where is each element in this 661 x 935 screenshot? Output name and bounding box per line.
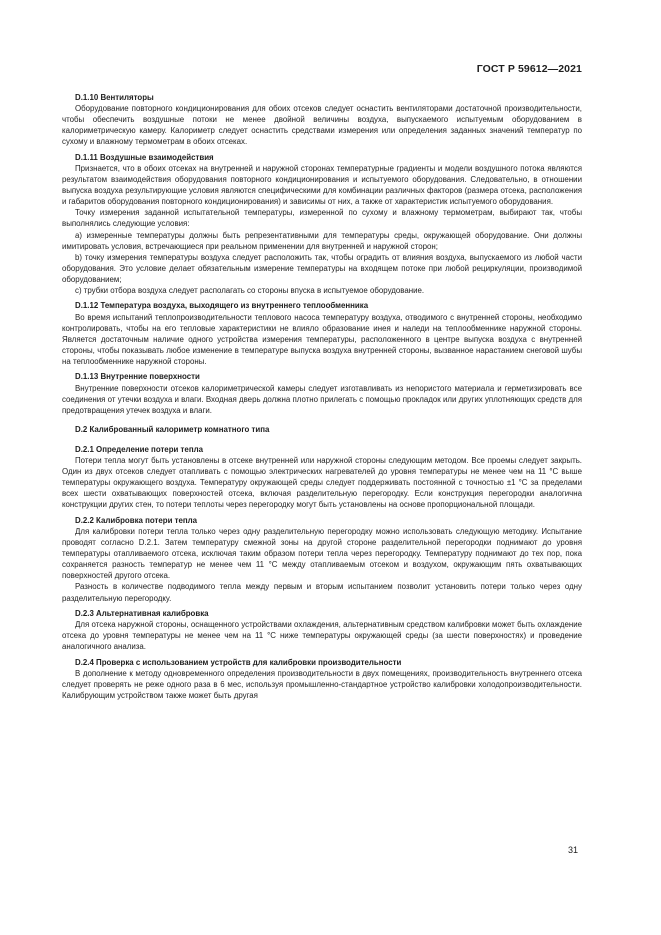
paragraph: Для калибровки потери тепла только через одну разделительную перегородку можно использовать следующую методику. Испытание проводят согласно D.2.1. Затем температуру смежной зоны на другой стороне разделительной перегородки поднимают до уровня температуры отапливаемого отсека, исключая таким образом потери тепла через перегородку. Температуру поднимают до тех пор, пока сохраняется разность температур не менее чем 11 °С между отапливаемым отсеком и воздухом, окружающим пять охватывающих поверхностей другого отсека. xyxy=(62,526,582,581)
document-body xyxy=(62,92,582,701)
section-spacer xyxy=(62,435,582,444)
standard-number: ГОСТ Р 59612—2021 xyxy=(476,63,582,75)
page-number: 31 xyxy=(567,845,578,855)
paragraph: Во время испытаний теплопроизводительности теплового насоса температуру воздуха, отводимого с внутренней стороны, необходимо контролировать, чтобы на его тепловые характеристики не влияло образование инея и наледи на теплообменнике наружной стороны. Является достаточным наличие одного устройства измерения температуры, расположенного в центре выпуска воздуха с внутренней стороны, чтобы показывать любое изменение в температуре выпуска воздуха внутренней стороны, вызванное нарастанием снеговой шубы на теплообменнике наружной стороны. xyxy=(62,312,582,366)
section-heading: D.1.13 Внутренние поверхности xyxy=(75,372,200,382)
section-heading: D.1.11 Воздушные взаимодействия xyxy=(75,152,214,162)
paragraph: Оборудование повторного кондиционирования для обоих отсеков следует оснастить вентиляторами достаточной производительности, чтобы обеспечить воздушные потоки не менее двойной величины воздуха, выпускаемого испытуемым оборудованием в калориметрическую камеру. Калориметр следует оснастить средствами измерения или определения заданных значений температур по сухому и влажному термометрам в обоих отсеках. xyxy=(62,104,582,147)
section-heading: D.2 Калиброванный калориметр комнатного типа xyxy=(75,425,270,435)
paragraph: Точку измерения заданной испытательной температуры, измеренной по сухому и влажному термометрам, выбирают так, чтобы выполнялись следующие условия: xyxy=(62,208,582,229)
paragraph: b) точку измерения температуры воздуха следует расположить так, чтобы оградить от влияния воздуха, выпускаемого из любой части оборудования. Это условие делает обязательным измерение температуры на входящем потоке при любой рециркуляции, производимой оборудованием; xyxy=(62,252,582,284)
section-heading: D.2.4 Проверка с использованием устройств для калибровки производительности xyxy=(75,657,402,667)
paragraph: Признается, что в обоих отсеках на внутренней и наружной сторонах температурные градиенты и модели воздушного потока являются результатом взаимодействия оборудования повторного кондиционирования и испытуемого оборудования. Следовательно, в отношении выпуска воздуха результирующие условия являются специфическими для комбинации различных факторов (размера отсека, расположения и габаритов оборудования повторного кондиционирования) и зависимы от них, а также от характеристик испытуемого оборудования. xyxy=(62,163,582,207)
paragraph: Разность в количестве подводимого тепла между первым и вторым испытанием позволит установить потери только через одну разделительную перегородку. xyxy=(62,582,582,603)
section-heading: D.2.1 Определение потери тепла xyxy=(75,444,203,454)
paragraph: а) измеренные температуры должны быть репрезентативными для температуры среды, окружающей оборудование. Они должны имитировать условия, встречающиеся при реальном применении для внутренней и наружной сторон; xyxy=(62,230,582,251)
section-heading: D.1.12 Температура воздуха, выходящего из внутреннего теплообменника xyxy=(75,301,369,311)
section-heading: D.2.2 Калибровка потери тепла xyxy=(75,515,198,525)
paragraph: В дополнение к методу одновременного определения производительности в двух помещениях, производительность внутреннего отсека следует проверять не реже одного раза в 6 мес, используя промышленно-стандартное устройство калибровки холодопроизводительности. Калибрующим устройством также может быть другая xyxy=(62,668,582,701)
paragraph: Для отсека наружной стороны, оснащенного устройствами охлаждения, альтернативным средством калибровки может быть охлаждение отсека до уровня температуры не менее чем на 11 °С ниже температуры окружающей среды (за шести поверхностях) и проведение аналогичного анализа. xyxy=(62,620,582,652)
section-spacer xyxy=(62,416,582,425)
section-heading: D.2.3 Альтернативная калибровка xyxy=(75,608,209,618)
paragraph: Внутренние поверхности отсеков калориметрической камеры следует изготавливать из непористого материала и герметизировать все соединения от утечки воздуха и влаги. Входная дверь должна плотно прилегать с помощью прокладок или других уплотняющих средств для предотвращения утечек воздуха и влаги. xyxy=(62,383,582,415)
paragraph: Потери тепла могут быть установлены в отсеке внутренней или наружной стороны следующим методом. Все проемы следует закрыть. Один из двух отсеков следует отапливать с помощью электрических нагревателей до уровня температуры не менее чем на 11 °С выше температуры окружающего воздуха. Температуру окружающей среды следует поддерживать постоянной с точностью ±1 °С за пределами всех шести охватывающих поверхностей отсека, включая разделительную перегородку. Если конструкция перегородки аналогична конструкции других стен, то потери теплоты через перегородку могут быть установлены на основе пропорциональной площади. xyxy=(62,455,582,510)
section-heading: D.1.10 Вентиляторы xyxy=(75,93,154,102)
paragraph: с) трубки отбора воздуха следует располагать со стороны впуска в испытуемое оборудование. xyxy=(75,285,425,295)
